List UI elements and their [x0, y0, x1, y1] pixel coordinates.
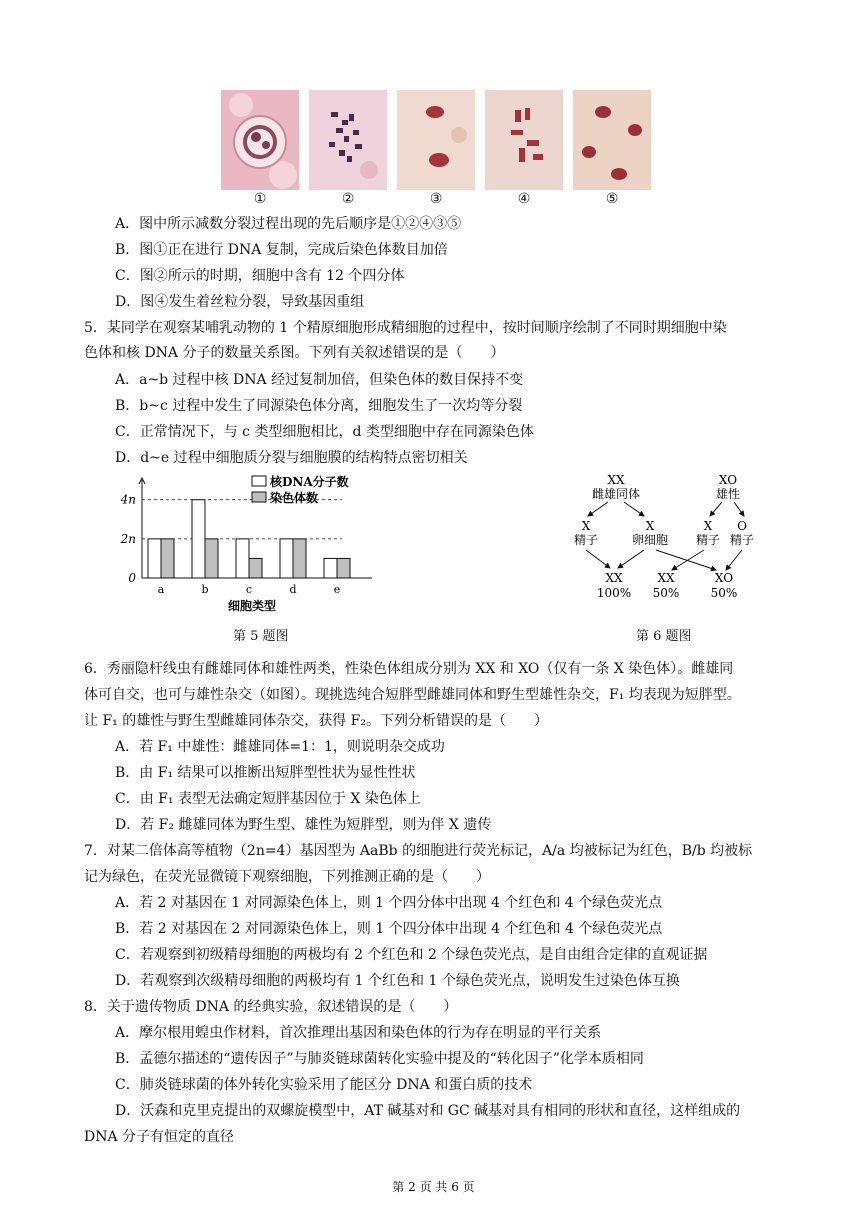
offspring-3-percent: 50% — [710, 586, 738, 600]
x-tick-label: a — [157, 583, 165, 596]
male-sperm-o-label: 精子 — [729, 533, 755, 547]
micrograph-label: ③ — [429, 191, 443, 207]
x-axis-label: 细胞类型 — [227, 599, 277, 613]
offspring-1-percent: 100% — [596, 586, 632, 600]
bar-chart-svg — [112, 474, 382, 624]
x-tick-label: d — [289, 583, 297, 596]
q4-option-c: C．图②所示的时期，细胞中含有 12 个四分体 — [115, 268, 405, 284]
micrograph-strip — [221, 90, 651, 206]
q4-option-b: B．图①正在进行 DNA 复制，完成后染色体数目加倍 — [115, 242, 448, 258]
page-footer: 第 2 页 共 6 页 — [392, 1180, 475, 1194]
q7-option-b: B．若 2 对基因在 2 对同源染色体上，则 1 个四分体中出现 4 个红色和 4 个绿色荧光点 — [115, 921, 663, 937]
q4-option-d: D．图④发生着丝粒分裂，导致基因重组 — [115, 294, 365, 310]
bar-d-dna — [280, 539, 293, 578]
offspring-3-genotype: XO — [714, 571, 734, 585]
micrograph-image — [573, 90, 651, 190]
q8-stem: 8．关于遗传物质 DNA 的经典实验，叙述错误的是（ ） — [84, 999, 458, 1015]
fig5-caption: 第 5 题图 — [233, 629, 289, 644]
herm-label: 雌雄同体 — [591, 487, 641, 501]
offspring-2-genotype: XX — [657, 571, 675, 585]
bar-b-chromosome — [205, 539, 218, 578]
micrograph-5 — [573, 90, 651, 206]
q5-option-c: C．正常情况下，与 c 类型细胞相比，d 类型细胞中存在同源染色体 — [115, 424, 534, 440]
q5-bar-chart — [112, 474, 382, 624]
micrograph-2 — [309, 90, 387, 206]
q6-cross-diagram — [548, 470, 818, 610]
q5-option-b: B．b~c 过程中发生了同源染色体分离，细胞发生了一次均等分裂 — [115, 398, 523, 414]
bar-c-dna — [236, 539, 249, 578]
q6-option-b: B．由 F₁ 结果可以推断出短胖型性状为显性性状 — [115, 765, 416, 781]
male-label: 雄性 — [715, 487, 741, 501]
micrograph-image — [309, 90, 387, 190]
micrograph-image — [397, 90, 475, 190]
egg-label: 卵细胞 — [631, 533, 669, 547]
male-genotype: XO — [718, 473, 738, 487]
herm-sperm-label: 精子 — [573, 533, 599, 547]
q7-option-a: A．若 2 对基因在 1 对同源染色体上，则 1 个四分体中出现 4 个红色和 4 个绿色荧光点 — [115, 895, 663, 911]
q7-stem-line-2: 记为绿色，在荧光显微镜下观察细胞，下列推测正确的是（ ） — [84, 869, 490, 885]
x-tick-label: e — [333, 583, 341, 596]
herm-sperm-genotype: X — [581, 519, 591, 533]
bar-a-chromosome — [161, 539, 174, 578]
q8-option-c: C．肺炎链球菌的体外转化实验采用了能区分 DNA 和蛋白质的技术 — [115, 1077, 533, 1093]
male-sperm-x-genotype: X — [703, 519, 713, 533]
q8-option-a: A．摩尔根用蝗虫作材料，首次推理出基因和染色体的行为存在明显的平行关系 — [115, 1025, 602, 1041]
q6-option-d: D．若 F₂ 雌雄同体为野生型、雄性为短胖型，则为伴 X 遗传 — [115, 817, 492, 833]
legend-swatch — [252, 476, 266, 486]
q6-stem-line-1: 6．秀丽隐杆线虫有雌雄同体和雄性两类，性染色体组成分别为 XX 和 XO（仅有一条 X 染色体）。雌雄同 — [84, 661, 734, 677]
q7-option-d: D．若观察到次级精母细胞的两极均有 1 个红色和 1 个绿色荧光点，说明发生过染色体互换 — [115, 973, 680, 989]
y-tick-label: 2n — [120, 531, 136, 546]
q5-stem-line-2: 色体和核 DNA 分子的数量关系图。下列有关叙述错误的是（ ） — [84, 345, 505, 361]
herm-genotype: XX — [607, 473, 625, 487]
legend-label: 核DNA分子数 — [270, 475, 349, 489]
x-tick-label: c — [245, 583, 253, 596]
bar-d-chromosome — [293, 539, 306, 578]
bar-c-chromosome — [249, 558, 262, 578]
legend-label: 染色体数 — [270, 491, 319, 505]
y-tick-label: 4n — [120, 492, 136, 507]
legend-swatch — [252, 492, 266, 502]
q7-option-c: C．若观察到初级精母细胞的两极均有 2 个红色和 2 个绿色荧光点，是自由组合定律的直观证据 — [115, 947, 708, 963]
male-sperm-o-genotype: O — [737, 519, 747, 533]
q5-stem-line-1: 5．某同学在观察某哺乳动物的 1 个精原细胞形成精细胞的过程中，按时间顺序绘制了不同时期细胞中染 — [84, 320, 727, 336]
q4-option-a: A．图中所示减数分裂过程出现的先后顺序是①②④③⑤ — [115, 216, 462, 232]
micrograph-image — [485, 90, 563, 190]
q5-option-d: D．d~e 过程中细胞质分裂与细胞膜的结构特点密切相关 — [115, 450, 468, 466]
bar-b-dna — [192, 500, 205, 578]
x-tick-label: b — [201, 583, 209, 596]
micrograph-image — [221, 90, 299, 190]
micrograph-label: ⑤ — [605, 191, 619, 207]
y-tick-label: 0 — [128, 571, 136, 585]
q5-option-a: A．a~b 过程中核 DNA 经过复制加倍，但染色体的数目保持不变 — [115, 372, 524, 388]
micrograph-label: ② — [341, 191, 355, 207]
bar-a-dna — [148, 539, 161, 578]
micrograph-label: ① — [253, 191, 267, 207]
q8-option-b: B．孟德尔描述的“遗传因子”与肺炎链球菌转化实验中提及的“转化因子”化学本质相同 — [115, 1051, 644, 1067]
offspring-2-percent: 50% — [652, 586, 680, 600]
micrograph-label: ④ — [517, 191, 531, 207]
bar-e-dna — [324, 558, 337, 578]
male-sperm-x-label: 精子 — [695, 533, 721, 547]
egg-genotype: X — [645, 519, 655, 533]
q6-option-c: C．由 F₁ 表型无法确定短胖基因位于 X 染色体上 — [115, 791, 421, 807]
offspring-1-genotype: XX — [605, 571, 623, 585]
q8-option-d: D．沃森和克里克提出的双螺旋模型中，AT 碱基对和 GC 碱基对具有相同的形状和直径，这样组成的 — [115, 1103, 741, 1119]
q6-option-a: A．若 F₁ 中雄性：雌雄同体=1：1，则说明杂交成功 — [115, 739, 445, 755]
q6-stem-line-2: 体可自交，也可与雄性杂交（如图）。现挑选纯合短胖型雌雄同体和野生型雄性杂交，F₁ 均表现为短胖型。 — [84, 687, 741, 703]
fig6-caption: 第 6 题图 — [636, 629, 692, 644]
q7-stem-line-1: 7．对某二倍体高等植物（2n=4）基因型为 AaBb 的细胞进行荧光标记，A/a 均被标记为红色，B/b 均被标 — [84, 843, 753, 859]
micrograph-4 — [485, 90, 563, 206]
micrograph-3 — [397, 90, 475, 206]
micrograph-1 — [221, 90, 299, 206]
q8-option-d-continued: DNA 分子有恒定的直径 — [84, 1129, 235, 1145]
bar-e-chromosome — [337, 558, 350, 578]
q6-stem-line-3: 让 F₁ 的雄性与野生型雌雄同体杂交，获得 F₂。下列分析错误的是（ ） — [84, 713, 549, 729]
